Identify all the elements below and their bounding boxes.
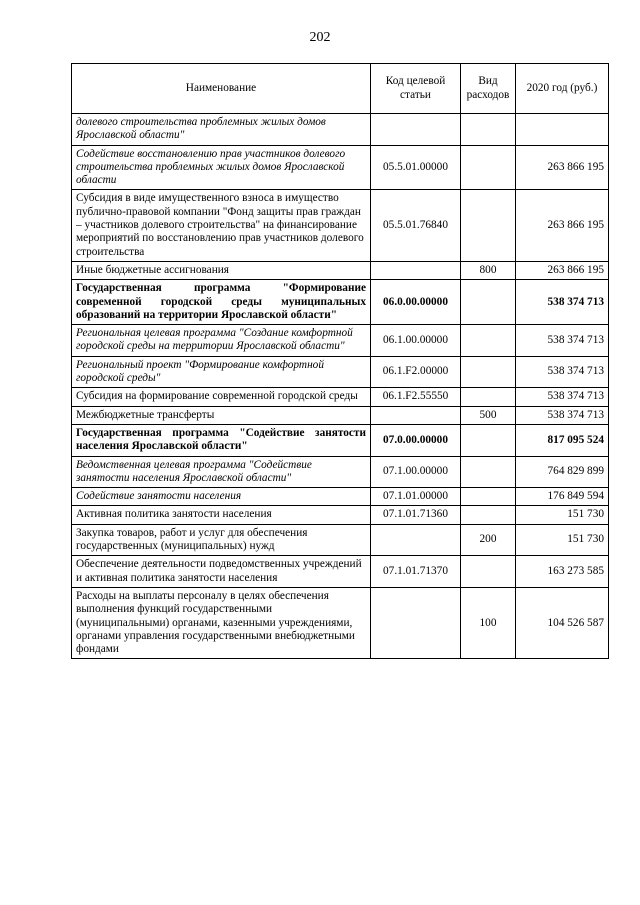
table-row [72, 424, 609, 456]
budget-table [71, 63, 609, 659]
row-code: 07.1.01.71370 [371, 556, 461, 588]
table-header-row [72, 64, 609, 114]
table-row [72, 506, 609, 524]
row-name: Обеспечение деятельности подведомственных учреждений и активная политика занятости населения [72, 556, 371, 588]
row-name: Иные бюджетные ассигнования [72, 261, 371, 279]
row-name: Государственная программа "Формирование современной городской среды муниципальных образований на территории Ярославской области" [72, 280, 371, 325]
row-code: 06.0.00.00000 [371, 280, 461, 325]
table-row [72, 524, 609, 556]
row-kind: 800 [461, 261, 516, 279]
row-sum: 538 374 713 [516, 388, 609, 406]
header-kind: Вид расходов [461, 64, 516, 114]
table-row [72, 114, 609, 146]
row-kind [461, 456, 516, 488]
row-sum: 538 374 713 [516, 325, 609, 357]
row-sum: 104 526 587 [516, 587, 609, 658]
row-code [371, 406, 461, 424]
table-row [72, 556, 609, 588]
row-sum: 538 374 713 [516, 356, 609, 388]
row-kind [461, 424, 516, 456]
row-name: Государственная программа "Содействие занятости населения Ярославской области" [72, 424, 371, 456]
row-kind [461, 356, 516, 388]
row-sum: 263 866 195 [516, 261, 609, 279]
row-code [371, 114, 461, 146]
row-kind [461, 506, 516, 524]
row-code: 05.5.01.00000 [371, 145, 461, 190]
row-code: 07.0.00.00000 [371, 424, 461, 456]
row-code: 06.1.F2.55550 [371, 388, 461, 406]
row-code: 07.1.00.00000 [371, 456, 461, 488]
row-code: 07.1.01.71360 [371, 506, 461, 524]
row-kind: 200 [461, 524, 516, 556]
row-kind [461, 190, 516, 261]
row-code [371, 524, 461, 556]
row-sum: 263 866 195 [516, 190, 609, 261]
row-kind [461, 145, 516, 190]
row-kind: 500 [461, 406, 516, 424]
row-name: Активная политика занятости населения [72, 506, 371, 524]
row-name: Региональная целевая программа "Создание комфортной городской среды на территории Ярославской области" [72, 325, 371, 357]
table-row [72, 190, 609, 261]
table-row [72, 325, 609, 357]
row-name: Региональный проект "Формирование комфортной городской среды" [72, 356, 371, 388]
row-kind [461, 556, 516, 588]
row-sum: 263 866 195 [516, 145, 609, 190]
row-code: 06.1.F2.00000 [371, 356, 461, 388]
table-body [72, 114, 609, 659]
header-code: Код целевой статьи [371, 64, 461, 114]
table-row [72, 587, 609, 658]
row-name: Ведомственная целевая программа "Содействие занятости населения Ярославской области" [72, 456, 371, 488]
table-row [72, 456, 609, 488]
table-row [72, 261, 609, 279]
row-kind [461, 114, 516, 146]
row-code: 06.1.00.00000 [371, 325, 461, 357]
table-row [72, 388, 609, 406]
row-name: Закупка товаров, работ и услуг для обеспечения государственных (муниципальных) нужд [72, 524, 371, 556]
row-name: Субсидия в виде имущественного взноса в имущество публично-правовой компании "Фонд защиты прав граждан – участников долевого строительства" на финансирование мероприятий по восстановлению прав участников долевого строительства [72, 190, 371, 261]
table-row [72, 488, 609, 506]
row-sum: 151 730 [516, 524, 609, 556]
row-sum: 176 849 594 [516, 488, 609, 506]
page-number: 202 [309, 30, 331, 45]
row-code: 05.5.01.76840 [371, 190, 461, 261]
row-kind [461, 488, 516, 506]
row-sum: 538 374 713 [516, 406, 609, 424]
row-name: долевого строительства проблемных жилых домов Ярославской области" [72, 114, 371, 146]
header-sum: 2020 год (руб.) [516, 64, 609, 114]
row-kind: 100 [461, 587, 516, 658]
row-sum: 151 730 [516, 506, 609, 524]
row-kind [461, 280, 516, 325]
header-name: Наименование [72, 64, 371, 114]
row-sum: 163 273 585 [516, 556, 609, 588]
row-code: 07.1.01.00000 [371, 488, 461, 506]
row-sum: 817 095 524 [516, 424, 609, 456]
row-name: Расходы на выплаты персоналу в целях обеспечения выполнения функций государственными (муниципальными) органами, казенными учреждениями, органами управления государственными внебюджетными фондами [72, 587, 371, 658]
row-sum: 764 829 899 [516, 456, 609, 488]
table-row [72, 406, 609, 424]
table-row [72, 280, 609, 325]
row-name: Субсидия на формирование современной городской среды [72, 388, 371, 406]
row-kind [461, 325, 516, 357]
row-sum [516, 114, 609, 146]
row-kind [461, 388, 516, 406]
table-row [72, 145, 609, 190]
row-code [371, 587, 461, 658]
row-name: Содействие восстановлению прав участников долевого строительства проблемных жилых домов Ярославской области [72, 145, 371, 190]
row-name: Содействие занятости населения [72, 488, 371, 506]
row-sum: 538 374 713 [516, 280, 609, 325]
row-code [371, 261, 461, 279]
table-row [72, 356, 609, 388]
row-name: Межбюджетные трансферты [72, 406, 371, 424]
